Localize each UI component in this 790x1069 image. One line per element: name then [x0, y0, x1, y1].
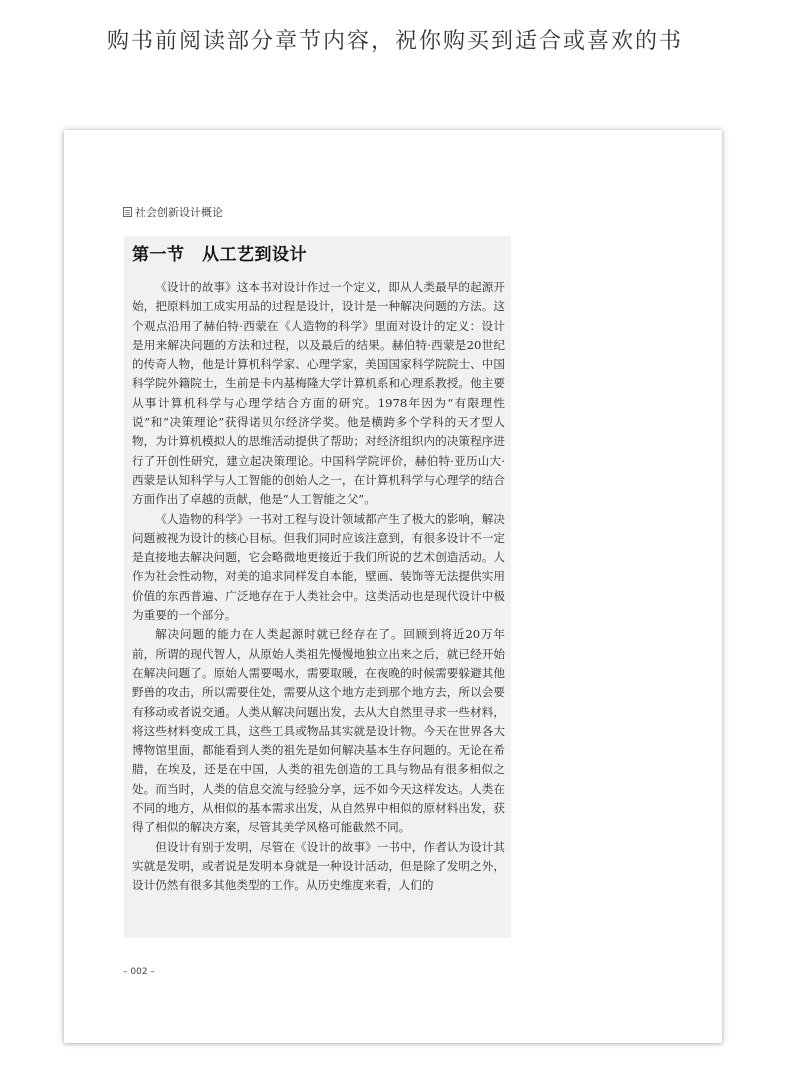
- paragraph: 解决问题的能力在人类起源时就已经存在了。回顾到将近20万年前，所谓的现代智人，从原始人类祖先慢慢地独立出来之后，就已经开始在解决问题了。原始人需要喝水，需要取暖，在夜晚的时候需要躲避其他野兽的攻击，所以需要住处，需要从这个地方走到那个地方去，所以会要有移动或者说交通。人类从解决问题出发，去从大自然里寻求一些材料，将这些材料变成工具，这些工具或物品其实就是设计物。今天在世界各大博物馆里面，都能看到人类的祖先是如何解决基本生存问题的。无论在希腊，在埃及，还是在中国，人类的祖先创造的工具与物品有很多相似之处。而当时，人类的信息交流与经验分享，远不如今天这样发达。人类在不同的地方，从相似的基本需求出发，从自然界中相似的原材料出发，获得了相似的解决方案，尽管其美学风格可能截然不同。: [132, 627, 505, 835]
- banner-caption: 购书前阅读部分章节内容，祝你购买到适合或喜欢的书: [106, 29, 683, 54]
- page-number: – 002 –: [123, 967, 155, 977]
- book-page: [64, 130, 722, 1043]
- running-head: [123, 204, 223, 220]
- section-title: 第一节 从工艺到设计: [132, 245, 307, 265]
- running-head-title: 社会创新设计概论: [135, 206, 223, 219]
- paragraph: 《人造物的科学》一书对工程与设计领域都产生了极大的影响，解决问题被视为设计的核心目标。但我们同时应该注意到，有很多设计不一定是直接地去解决问题，它会略微地更接近于我们所说的艺术创造活动。人作为社会性动物，对美的追求同样发自本能，壁画、装饰等无法提供实用价值的东西普遍、广泛地存在于人类社会中。这类活动也是现代设计中极为重要的一个部分。: [132, 511, 505, 623]
- paragraph: 但设计有别于发明，尽管在《设计的故事》一书中，作者认为设计其实就是发明，或者说是发明本身就是一种设计活动，但是除了发明之外，设计仍然有很多其他类型的工作。从历史维度来看，人们的: [132, 839, 505, 893]
- excerpt-block: [124, 236, 511, 938]
- paragraph: 《设计的故事》这本书对设计作过一个定义，即从人类最早的起源开始，把原料加工成实用品的过程是设计，设计是一种解决问题的方法。这个观点沿用了赫伯特·西蒙在《人造物的科学》里面对设计的定义：设计是用来解决问题的方法和过程，以及最后的结果。赫伯特·西蒙是20世纪的传奇人物，他是计算机科学家、心理学家，美国国家科学院院士、中国科学院外籍院士，生前是卡内基梅隆大学计算机系和心理系教授。他主要从事计算机科学与心理学结合方面的研究。1978年因为“有限理性说”和“决策理论”获得诺贝尔经济学奖。他是横跨多个学科的天才型人物，为计算机模拟人的思维活动提供了帮助；对经济组织内的决策程序进行了开创性研究，建立起决策理论。中国科学院评价，赫伯特·亚历山大·西蒙是认知科学与人工智能的创始人之一，在计算机科学与心理学的结合方面作出了卓越的贡献，他是“人工智能之父”。: [132, 280, 505, 507]
- book-icon: [123, 207, 132, 217]
